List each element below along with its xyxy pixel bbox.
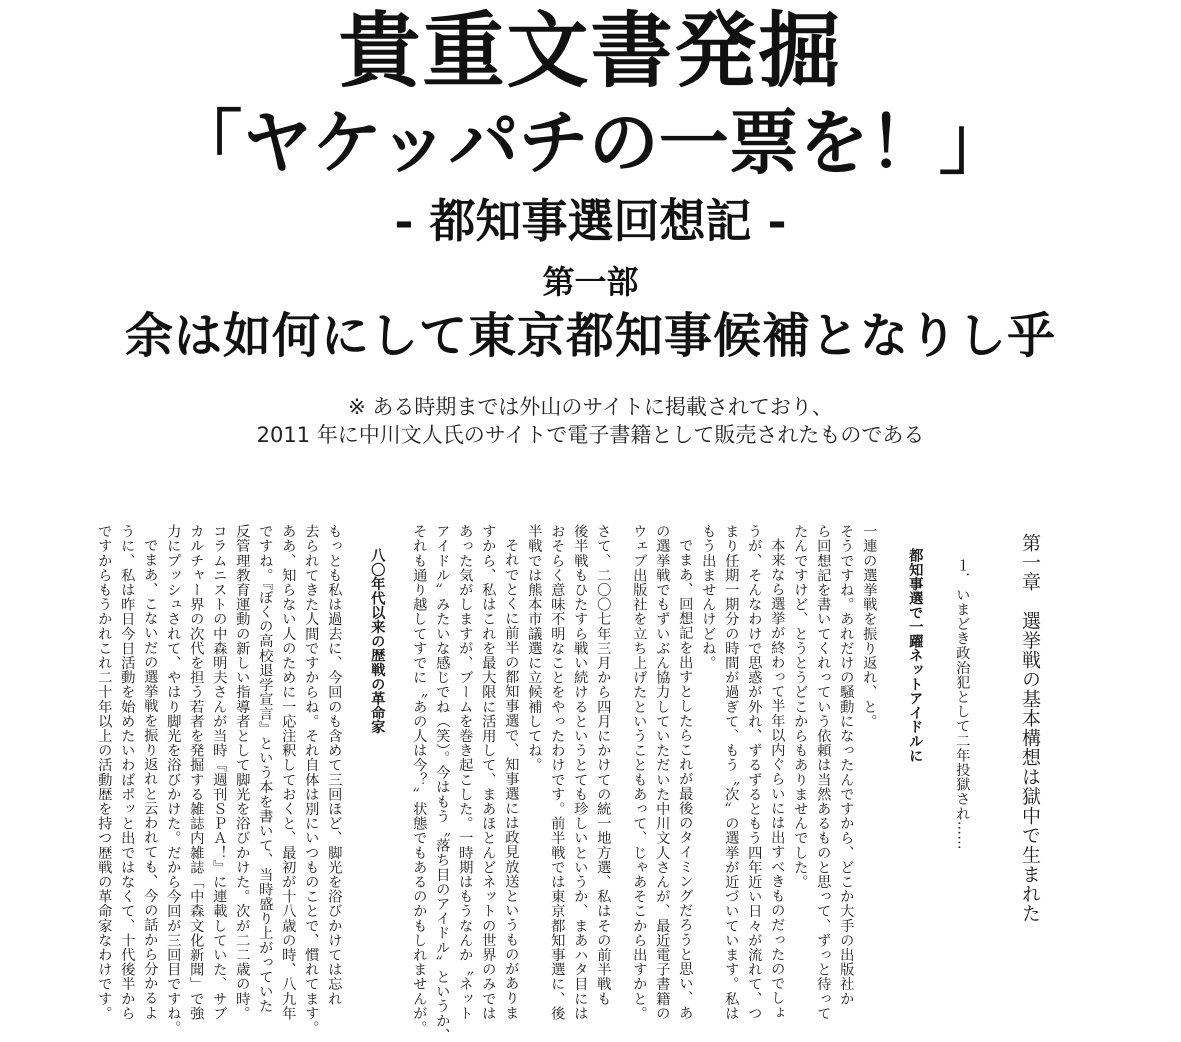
body-line: 反管理教育運動の新しい指導者として脚光を浴びかけた。次が二二歳の時。 xyxy=(234,524,251,1021)
body-line: たんですけど、とうとうどこからもありませんでした。 xyxy=(792,524,809,889)
body-line: そうですね。あれだけの騒動になったんですから、どこか大手の出版社か xyxy=(838,524,855,1006)
part-title: 余は如何にして東京都知事候補となりし乎 xyxy=(124,308,1056,364)
body-line: それでとくに前半の都知事選で、知事選には政見放送というものがありま xyxy=(503,538,520,1020)
body-line: さて、二〇〇七年三月から四月にかけての統一地方選、私はその前半戦も xyxy=(595,524,612,1006)
section-heading: 八〇年代以来の歴戦の革命家 xyxy=(369,548,386,734)
body-line: うに、私は昨日今日活動を始めたいわばポッと出ではなくて、十代後半から xyxy=(119,524,136,1021)
body-line: でまあ、こないだの選挙戦を振り返れと云われても、今の話から分かるよ xyxy=(142,538,159,1020)
body-line: ら回想記を書いてくれっていう依頼は当然あるものと思って、ずっと待って xyxy=(815,524,832,1021)
body-line: あった気がしますが、ブームを巻き起こした。一時期はもうなんか〝ネット xyxy=(457,524,474,1021)
body-line: ウェブ出版社を立ち上げたということもあって、じゃあそこから出すかと。 xyxy=(631,524,648,1021)
body-line: アイドル〟みたいな感じでね（笑）。今はもう〝落ち目のアイドル〟というか、 xyxy=(434,524,451,1042)
body-line: コラムニストの中森明夫さんが当時『週刊ＳＰＡ！』に連載していた、サブ xyxy=(211,524,228,1021)
note-line-2: 2011 年に中川文人氏のサイトで電子書籍として販売されたものである xyxy=(256,423,925,447)
body-line: 力にプッシュされて、やはり脚光を浴びかけた。だから今回が三回目ですね。 xyxy=(165,524,182,1035)
body-line: ですからもうかれこれ二十年以上の活動歴を持つ歴戦の革命家なわけです。 xyxy=(96,524,113,1021)
body-line: それも通り越してすでに〝あの人は今？〟状態でもあるのかもしれませんが。 xyxy=(411,524,428,1035)
body-line: カルチャー界の次代を担う若者を発掘する雑誌内雑誌「中森文化新聞」で強 xyxy=(188,524,205,1021)
body-line: 後半戦もひたすら戦い続けるというとても珍しいというか、まあハタ目には xyxy=(572,524,589,1021)
body-line: 去られてきた人間ですからね。それ自体は別にいつものことで、慣れてます。 xyxy=(303,524,320,1035)
body-line: うが、そんなわけで思惑が外れ、ずるずるともう四年近い日々が流れて、つ xyxy=(746,524,763,1021)
body-line: もっとも私は過去に、今回のも含めて三回ほど、脚光を浴びかけては忘れ xyxy=(326,524,343,1006)
body-line: 本来なら選挙が終わって半年以内ぐらいには出すべきものだったのでしょ xyxy=(769,538,786,1020)
part-label: 第一部 xyxy=(542,263,639,301)
body-line: の選挙戦でもずいぶん協力していただいた中川文人さんが、最近電子書籍の xyxy=(654,524,671,1021)
note-line-1: ※ ある時期までは外山のサイトに掲載されており、 xyxy=(348,395,833,419)
body-line: おそらく意味不明なことをやったわけです。前半戦では東京都知事選に、後 xyxy=(549,524,566,1021)
body-line: 半戦では熊本市議選に立候補してね。 xyxy=(526,524,543,773)
body-line: でまあ、回想記を出すとしたらこれが最後のタイミングだろうと思い、あ xyxy=(677,538,694,1020)
body-line: すから、私はこれを最大限に活用して、まあほとんどネットの世界のみでは xyxy=(480,524,497,1021)
document-subtitle: 「ヤケッパチの一票を！」 xyxy=(172,101,1009,184)
chapter-title: 第一章 選挙戦の基本構想は獄中で生まれた xyxy=(1019,533,1041,923)
section-subheading: 都知事選で一躍ネットアイドルに xyxy=(907,548,924,763)
body-line: 一連の選挙戦を振り返れ、と。 xyxy=(861,524,878,729)
body-line: ですね。『ぼくの高校退学宣言』という本を書いて、当時盛り上がっていた xyxy=(257,524,274,1014)
document-subsubtitle: - 都知事選回想記 - xyxy=(394,194,787,248)
body-line: もう出ませんけどね。 xyxy=(700,524,717,670)
body-line: まり任期一期分の時間が過ぎて、もう〝次〟の選挙が近づいています。私は xyxy=(723,524,740,1021)
document-title: 貴重文書発掘 xyxy=(338,3,843,99)
section-heading: １．いまどき政治犯として二年投獄され…… xyxy=(954,558,971,850)
body-line: ああ、知らない人のために一応注釈しておくと、最初が十八歳の時、八九年 xyxy=(280,524,297,1021)
